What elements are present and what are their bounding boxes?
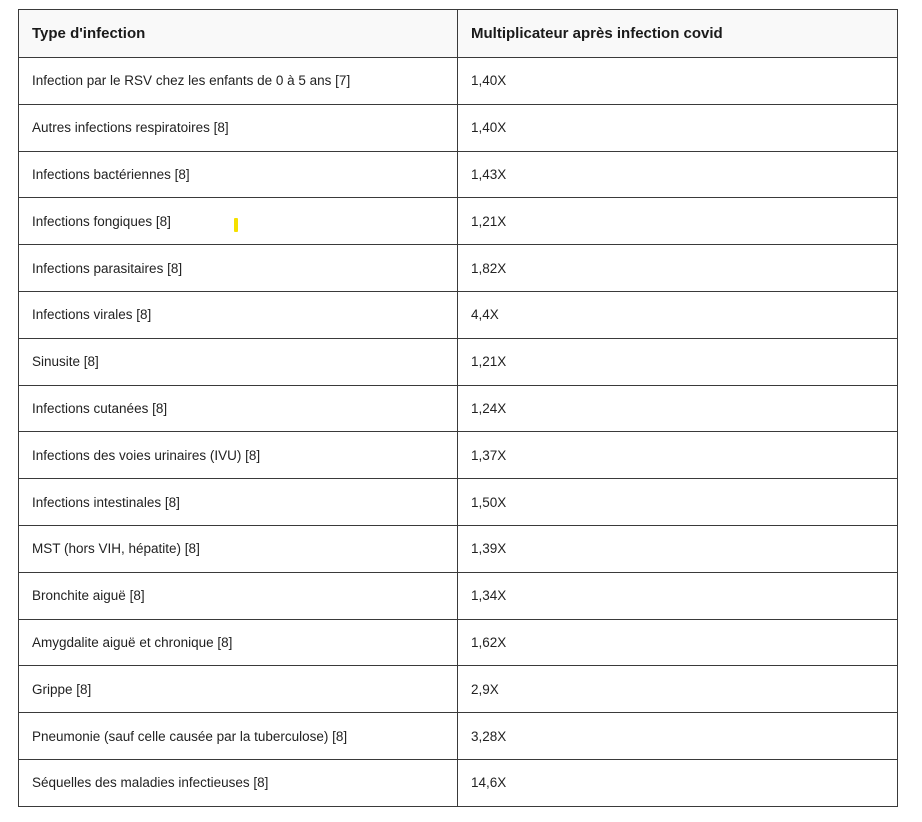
cell-infection-type: Infections intestinales [8]	[19, 479, 458, 526]
table-row	[19, 759, 898, 806]
table-row	[19, 338, 898, 385]
table-row	[19, 432, 898, 479]
table-row	[19, 619, 898, 666]
cell-infection-type: Infection par le RSV chez les enfants de 0 à 5 ans [7]	[19, 58, 458, 105]
cell-multiplier: 4,4X	[458, 291, 898, 338]
cell-infection-type: Infections parasitaires [8]	[19, 245, 458, 292]
header-infection-type: Type d'infection	[19, 10, 458, 58]
cell-multiplier: 1,39X	[458, 525, 898, 572]
cell-multiplier: 1,40X	[458, 104, 898, 151]
cell-infection-type: Amygdalite aiguë et chronique [8]	[19, 619, 458, 666]
cell-infection-type: Séquelles des maladies infectieuses [8]	[19, 759, 458, 806]
table-row	[19, 385, 898, 432]
cell-infection-type: Autres infections respiratoires [8]	[19, 104, 458, 151]
cell-infection-type: MST (hors VIH, hépatite) [8]	[19, 525, 458, 572]
cell-multiplier: 1,21X	[458, 198, 898, 245]
text-cursor-highlight	[234, 218, 238, 232]
cell-multiplier: 1,62X	[458, 619, 898, 666]
table-row	[19, 666, 898, 713]
table-row	[19, 245, 898, 292]
cell-infection-type: Grippe [8]	[19, 666, 458, 713]
cell-multiplier: 3,28X	[458, 713, 898, 760]
cell-multiplier: 14,6X	[458, 759, 898, 806]
cell-multiplier: 1,40X	[458, 58, 898, 105]
table-row	[19, 713, 898, 760]
cell-multiplier: 1,43X	[458, 151, 898, 198]
table-header-row	[19, 10, 898, 58]
cell-multiplier: 1,37X	[458, 432, 898, 479]
cell-infection-type: Sinusite [8]	[19, 338, 458, 385]
cell-infection-type: Pneumonie (sauf celle causée par la tuberculose) [8]	[19, 713, 458, 760]
table-row	[19, 198, 898, 245]
cell-infection-type: Infections des voies urinaires (IVU) [8]	[19, 432, 458, 479]
header-multiplier: Multiplicateur après infection covid	[458, 10, 898, 58]
table-row	[19, 58, 898, 105]
table-row	[19, 151, 898, 198]
table-row	[19, 291, 898, 338]
cell-multiplier: 1,34X	[458, 572, 898, 619]
table-row	[19, 104, 898, 151]
cell-multiplier: 2,9X	[458, 666, 898, 713]
table-row	[19, 525, 898, 572]
infection-table-container	[18, 9, 897, 807]
cell-multiplier: 1,24X	[458, 385, 898, 432]
cell-multiplier: 1,50X	[458, 479, 898, 526]
cell-infection-type: Infections cutanées [8]	[19, 385, 458, 432]
cell-infection-type: Infections fongiques [8]	[19, 198, 458, 245]
infection-multiplier-table	[18, 9, 898, 807]
table-row	[19, 479, 898, 526]
cell-multiplier: 1,82X	[458, 245, 898, 292]
cell-infection-type: Infections bactériennes [8]	[19, 151, 458, 198]
cell-infection-type: Bronchite aiguë [8]	[19, 572, 458, 619]
cell-infection-type: Infections virales [8]	[19, 291, 458, 338]
table-row	[19, 572, 898, 619]
cell-multiplier: 1,21X	[458, 338, 898, 385]
